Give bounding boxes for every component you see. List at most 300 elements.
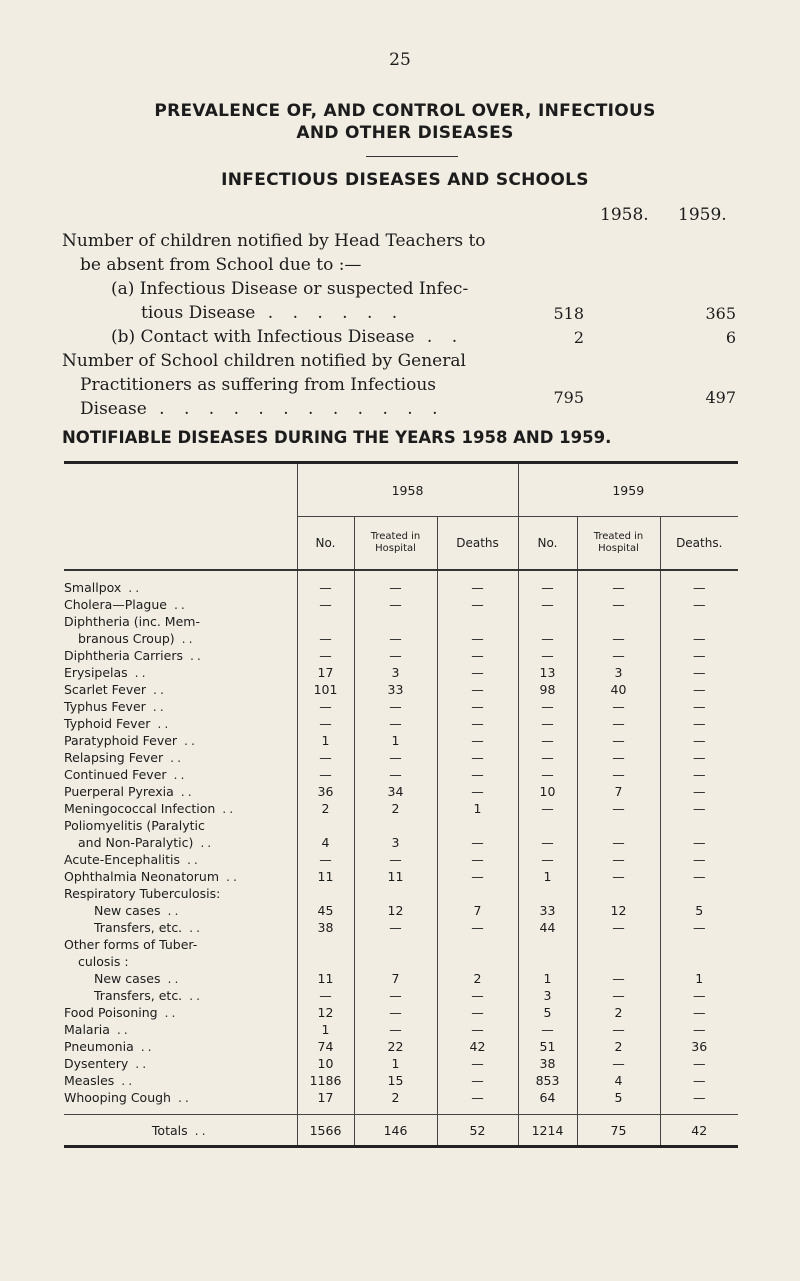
section-title-notifiable: NOTIFIABLE DISEASES DURING THE YEARS 1958 AND 1959. [62, 428, 612, 447]
row-label: Continued Fever .. [64, 767, 188, 782]
cell-hospital-1958: 33 [354, 681, 437, 698]
cell-hospital-1958: — [354, 749, 437, 766]
cell-no-1958: 36 [297, 783, 354, 800]
cell-no-1959: 38 [518, 1055, 577, 1072]
cell-deaths-1959: — [660, 800, 738, 817]
row-label-text: Typhoid Fever [64, 716, 151, 731]
cell-no-1959: — [518, 834, 577, 851]
cell-hospital-1958: 11 [354, 868, 437, 885]
cell-no-1958: — [297, 596, 354, 613]
cell-deaths-1958: — [437, 919, 518, 936]
table-row [64, 1004, 738, 1021]
row-label-text: Malaria [64, 1022, 110, 1037]
cell-no-1958: 12 [297, 1004, 354, 1021]
item-a-line-2: tious Disease . . . . . . [141, 303, 405, 323]
cell-no-1958 [297, 936, 354, 953]
cell-no-1959 [518, 953, 577, 970]
cell-hospital-1959: — [577, 596, 660, 613]
row-label [64, 936, 297, 953]
cell-hospital-1959: 2 [577, 1038, 660, 1055]
cell-hospital-1958: 15 [354, 1072, 437, 1089]
row-label-text: Continued Fever [64, 767, 167, 782]
table-row [64, 749, 738, 766]
row-label: Typhus Fever .. [64, 699, 167, 714]
cell-hospital-1959: — [577, 1021, 660, 1038]
row-label: New cases .. [94, 971, 182, 986]
cell-hospital-1958: 1 [354, 1055, 437, 1072]
row-label-text: New cases [94, 971, 161, 986]
cell-deaths-1958: — [437, 579, 518, 596]
cell-deaths-1958: — [437, 698, 518, 715]
cell-no-1958: 17 [297, 1089, 354, 1106]
item-b-label: (b) Contact with Infectious Disease [111, 327, 415, 347]
cell-deaths-1958: — [437, 647, 518, 664]
cell-hospital-1958: — [354, 647, 437, 664]
cell-hospital-1959: — [577, 868, 660, 885]
row-label: Meningococcal Infection .. [64, 801, 237, 816]
gp-label: Disease [80, 399, 147, 419]
gp-1958: 795 [553, 388, 584, 407]
cell-hospital-1959 [577, 613, 660, 630]
row-label [64, 613, 297, 630]
row-label: Paratyphoid Fever .. [64, 733, 198, 748]
cell-no-1958 [297, 613, 354, 630]
table-row [64, 732, 738, 749]
cell-hospital-1958: 2 [354, 1089, 437, 1106]
cell-no-1959 [518, 885, 577, 902]
cell-deaths-1959: — [660, 1021, 738, 1038]
gp-line-1: Number of School children notified by General [62, 351, 466, 371]
cell-deaths-1958: — [437, 766, 518, 783]
cell-hospital-1958: — [354, 630, 437, 647]
cell-deaths-1959: — [660, 698, 738, 715]
table-row [64, 1021, 738, 1038]
total-deaths-1959: 42 [660, 1115, 738, 1147]
cell-hospital-1959: — [577, 1055, 660, 1072]
row-label-text: Pneumonia [64, 1039, 134, 1054]
cell-deaths-1959: — [660, 1089, 738, 1106]
table-row [64, 902, 738, 919]
cell-hospital-1958: 2 [354, 800, 437, 817]
cell-hospital-1959: — [577, 630, 660, 647]
row-label: Pneumonia .. [64, 1039, 155, 1054]
cell-no-1958: — [297, 630, 354, 647]
table-corner [64, 464, 297, 517]
row-label: Measles .. [64, 1073, 136, 1088]
table-row [64, 698, 738, 715]
cell-hospital-1959: — [577, 851, 660, 868]
row-label [64, 953, 297, 970]
cell-no-1959: 10 [518, 783, 577, 800]
cell-no-1959: 44 [518, 919, 577, 936]
cell-hospital-1959: 40 [577, 681, 660, 698]
cell-no-1959: 3 [518, 987, 577, 1004]
cell-hospital-1958: 3 [354, 664, 437, 681]
row-label-text: Relapsing Fever [64, 750, 164, 765]
cell-no-1958 [297, 953, 354, 970]
cell-no-1959: — [518, 800, 577, 817]
cell-no-1959: — [518, 766, 577, 783]
cell-no-1958: — [297, 698, 354, 715]
row-label: Transfers, etc. .. [94, 920, 204, 935]
cell-no-1959: 33 [518, 902, 577, 919]
cell-deaths-1958: — [437, 596, 518, 613]
table-row [64, 970, 738, 987]
cell-deaths-1958 [437, 817, 518, 834]
item-a-1959: 365 [705, 304, 736, 323]
cell-hospital-1959 [577, 885, 660, 902]
cell-no-1958: 45 [297, 902, 354, 919]
cell-no-1959: 1 [518, 868, 577, 885]
row-label-text: Cholera—Plague [64, 597, 167, 612]
cell-hospital-1959: — [577, 919, 660, 936]
row-label: Erysipelas .. [64, 665, 149, 680]
table-row [64, 919, 738, 936]
cell-no-1959: 98 [518, 681, 577, 698]
cell-no-1958: 38 [297, 919, 354, 936]
section-title-schools: INFECTIOUS DISEASES AND SCHOOLS [221, 170, 589, 190]
row-label: Typhoid Fever .. [64, 716, 172, 731]
cell-hospital-1958: — [354, 987, 437, 1004]
row-label: branous Croup) .. [78, 631, 196, 646]
row-label: Malaria .. [64, 1022, 131, 1037]
row-label: Food Poisoning .. [64, 1005, 179, 1020]
cell-deaths-1958: — [437, 783, 518, 800]
cell-deaths-1959: 5 [660, 902, 738, 919]
cell-deaths-1959 [660, 613, 738, 630]
cell-hospital-1958: — [354, 715, 437, 732]
row-label-text: Dysentery [64, 1056, 129, 1071]
cell-no-1959: 853 [518, 1072, 577, 1089]
cell-hospital-1958 [354, 613, 437, 630]
row-label [64, 817, 297, 834]
cell-no-1959: 1 [518, 970, 577, 987]
notified-head-line-1: Number of children notified by Head Teachers to [62, 231, 486, 251]
cell-deaths-1959 [660, 817, 738, 834]
col-no-1959: No. [518, 517, 577, 571]
cell-deaths-1959: — [660, 630, 738, 647]
cell-hospital-1959: 5 [577, 1089, 660, 1106]
row-label-text: Measles [64, 1073, 115, 1088]
cell-deaths-1959: — [660, 868, 738, 885]
cell-no-1958: 11 [297, 970, 354, 987]
row-label [64, 885, 297, 902]
row-label-text: Erysipelas [64, 665, 128, 680]
gp-1959: 497 [705, 388, 736, 407]
row-label-text: Transfers, etc. [94, 988, 183, 1003]
row-label: Ophthalmia Neonatorum .. [64, 869, 240, 884]
total-hospital-1958: 146 [354, 1115, 437, 1147]
cell-hospital-1958: 34 [354, 783, 437, 800]
table-row [64, 1038, 738, 1055]
cell-hospital-1958 [354, 936, 437, 953]
row-label: Whooping Cough .. [64, 1090, 192, 1105]
cell-no-1959: — [518, 851, 577, 868]
cell-deaths-1958: — [437, 987, 518, 1004]
cell-no-1958: — [297, 749, 354, 766]
table-row [64, 834, 738, 851]
row-label-text: New cases [94, 903, 161, 918]
gp-line-3: Disease . . . . . . . . . . . . [80, 399, 445, 419]
table-row [64, 664, 738, 681]
year-1958-group: 1958 [297, 464, 518, 517]
cell-hospital-1959: 12 [577, 902, 660, 919]
cell-deaths-1958: — [437, 1004, 518, 1021]
page-number: 25 [389, 50, 411, 70]
cell-hospital-1958: — [354, 766, 437, 783]
cell-no-1958: 101 [297, 681, 354, 698]
cell-hospital-1959: — [577, 987, 660, 1004]
item-b-1958: 2 [573, 328, 584, 347]
cell-deaths-1959: 1 [660, 970, 738, 987]
row-label-text: Diphtheria Carriers [64, 648, 183, 663]
cell-deaths-1958 [437, 953, 518, 970]
cell-no-1958: 1 [297, 1021, 354, 1038]
row-label-text: Typhus Fever [64, 699, 146, 714]
cell-deaths-1959: — [660, 715, 738, 732]
item-b-1959: 6 [725, 328, 736, 347]
cell-no-1959: — [518, 698, 577, 715]
cell-hospital-1958 [354, 885, 437, 902]
row-label-text: Other forms of Tuber- [64, 937, 198, 952]
cell-deaths-1959: — [660, 596, 738, 613]
cell-deaths-1958: — [437, 1055, 518, 1072]
cell-deaths-1958: — [437, 630, 518, 647]
cell-deaths-1958: — [437, 1089, 518, 1106]
cell-deaths-1958 [437, 936, 518, 953]
cell-deaths-1958: — [437, 851, 518, 868]
total-hospital-1959: 75 [577, 1115, 660, 1147]
cell-no-1958 [297, 817, 354, 834]
total-no-1958: 1566 [297, 1115, 354, 1147]
totals-label-text: Totals [151, 1122, 188, 1138]
cell-deaths-1958 [437, 885, 518, 902]
row-label-text: Meningococcal Infection [64, 801, 216, 816]
row-label-text: Ophthalmia Neonatorum [64, 869, 219, 884]
cell-deaths-1959: — [660, 1004, 738, 1021]
cell-deaths-1958: — [437, 749, 518, 766]
year-1958-header: 1958. [600, 205, 649, 225]
gp-line-2: Practitioners as suffering from Infectious [80, 375, 437, 395]
table-row [64, 1072, 738, 1089]
cell-deaths-1958: 7 [437, 902, 518, 919]
row-label-text: Acute-Encephalitis [64, 852, 180, 867]
cell-no-1958: 74 [297, 1038, 354, 1055]
row-label: Diphtheria Carriers .. [64, 648, 204, 663]
cell-no-1959: 64 [518, 1089, 577, 1106]
cell-hospital-1959 [577, 953, 660, 970]
cell-no-1958 [297, 885, 354, 902]
main-title-line-1: PREVALENCE OF, AND CONTROL OVER, INFECTIOUS [154, 101, 656, 121]
table-row [64, 885, 738, 902]
cell-deaths-1958: — [437, 868, 518, 885]
totals-row [64, 1115, 738, 1147]
cell-no-1958: 17 [297, 664, 354, 681]
total-no-1959: 1214 [518, 1115, 577, 1147]
cell-hospital-1959 [577, 817, 660, 834]
row-label-text: Food Poisoning [64, 1005, 158, 1020]
row-label-text: branous Croup) [78, 631, 175, 646]
total-deaths-1958: 52 [437, 1115, 518, 1147]
cell-no-1959: 13 [518, 664, 577, 681]
cell-hospital-1959 [577, 936, 660, 953]
cell-hospital-1958: — [354, 1004, 437, 1021]
cell-hospital-1958: — [354, 1021, 437, 1038]
table-row [64, 987, 738, 1004]
row-label: Smallpox .. [64, 580, 143, 595]
cell-deaths-1958: — [437, 681, 518, 698]
table-row [64, 783, 738, 800]
cell-no-1958: 10 [297, 1055, 354, 1072]
table-row [64, 953, 738, 970]
table-row [64, 936, 738, 953]
cell-hospital-1959: 7 [577, 783, 660, 800]
cell-no-1958: 4 [297, 834, 354, 851]
table-row [64, 579, 738, 596]
cell-hospital-1959: — [577, 834, 660, 851]
row-label-text: Smallpox [64, 580, 122, 595]
cell-deaths-1959 [660, 953, 738, 970]
cell-no-1959: 5 [518, 1004, 577, 1021]
cell-deaths-1959: — [660, 664, 738, 681]
cell-no-1958: — [297, 987, 354, 1004]
cell-deaths-1959: — [660, 987, 738, 1004]
cell-deaths-1958: 1 [437, 800, 518, 817]
row-label: Relapsing Fever .. [64, 750, 185, 765]
table-row [64, 817, 738, 834]
cell-deaths-1959 [660, 936, 738, 953]
cell-no-1958: — [297, 715, 354, 732]
cell-deaths-1959: — [660, 766, 738, 783]
table-row [64, 1089, 738, 1106]
cell-deaths-1958: — [437, 1072, 518, 1089]
cell-no-1959: — [518, 596, 577, 613]
table-row [64, 851, 738, 868]
cell-deaths-1959: — [660, 732, 738, 749]
cell-hospital-1959: 2 [577, 1004, 660, 1021]
row-label-text: Respiratory Tuberculosis: [64, 886, 221, 901]
cell-hospital-1959: — [577, 749, 660, 766]
year-1959-header: 1959. [678, 205, 727, 225]
col-hospital-1958: Treated in Hospital [354, 517, 437, 571]
row-label-text: Puerperal Pyrexia [64, 784, 174, 799]
cell-no-1958: — [297, 579, 354, 596]
row-label-text: and Non-Paralytic) [78, 835, 194, 850]
cell-deaths-1959: 36 [660, 1038, 738, 1055]
cell-hospital-1959: — [577, 970, 660, 987]
item-a-label: tious Disease [141, 303, 256, 323]
cell-hospital-1958 [354, 953, 437, 970]
table-row [64, 596, 738, 613]
notifiable-diseases-table [64, 461, 738, 1148]
cell-no-1959: — [518, 630, 577, 647]
cell-hospital-1958: — [354, 698, 437, 715]
col-no-1958: No. [297, 517, 354, 571]
title-divider [366, 156, 458, 157]
cell-no-1959: — [518, 647, 577, 664]
table-row [64, 766, 738, 783]
cell-hospital-1959: — [577, 698, 660, 715]
cell-hospital-1958: — [354, 851, 437, 868]
cell-deaths-1958: — [437, 715, 518, 732]
cell-deaths-1959: — [660, 1055, 738, 1072]
cell-no-1959: — [518, 579, 577, 596]
table-row [64, 647, 738, 664]
cell-hospital-1959: — [577, 579, 660, 596]
row-label: Cholera—Plague .. [64, 597, 188, 612]
cell-no-1958: 1 [297, 732, 354, 749]
year-1959-group: 1959 [518, 464, 738, 517]
cell-hospital-1958: 12 [354, 902, 437, 919]
cell-no-1959: — [518, 1021, 577, 1038]
cell-hospital-1958: — [354, 579, 437, 596]
cell-deaths-1958: — [437, 1021, 518, 1038]
col-deaths-1958: Deaths [437, 517, 518, 571]
cell-deaths-1959 [660, 885, 738, 902]
item-a-1958: 518 [553, 304, 584, 323]
cell-deaths-1959: — [660, 834, 738, 851]
cell-hospital-1958 [354, 817, 437, 834]
cell-deaths-1958: — [437, 834, 518, 851]
cell-hospital-1959: — [577, 715, 660, 732]
cell-deaths-1959: — [660, 579, 738, 596]
cell-hospital-1959: 3 [577, 664, 660, 681]
cell-hospital-1958: 7 [354, 970, 437, 987]
item-b-line: (b) Contact with Infectious Disease . . [111, 327, 465, 347]
cell-hospital-1959: — [577, 766, 660, 783]
cell-hospital-1959: 4 [577, 1072, 660, 1089]
cell-hospital-1958: — [354, 596, 437, 613]
row-label-text: culosis : [78, 954, 129, 969]
row-label-text: Transfers, etc. [94, 920, 183, 935]
cell-hospital-1959: — [577, 800, 660, 817]
table-row [64, 630, 738, 647]
cell-deaths-1958: 2 [437, 970, 518, 987]
cell-no-1959: 51 [518, 1038, 577, 1055]
cell-hospital-1959: — [577, 732, 660, 749]
table-row [64, 1055, 738, 1072]
cell-deaths-1958: 42 [437, 1038, 518, 1055]
cell-deaths-1959: — [660, 681, 738, 698]
main-title-line-2: AND OTHER DISEASES [296, 123, 514, 143]
cell-no-1958: — [297, 766, 354, 783]
row-label: and Non-Paralytic) .. [78, 835, 215, 850]
row-label: Dysentery .. [64, 1056, 150, 1071]
cell-no-1958: — [297, 647, 354, 664]
table-row [64, 868, 738, 885]
cell-hospital-1958: — [354, 919, 437, 936]
cell-hospital-1958: 22 [354, 1038, 437, 1055]
row-label-text: Diphtheria (inc. Mem- [64, 614, 200, 629]
cell-deaths-1958 [437, 613, 518, 630]
cell-deaths-1959: — [660, 919, 738, 936]
cell-no-1959 [518, 613, 577, 630]
main-title [60, 100, 750, 144]
cell-no-1959: — [518, 715, 577, 732]
cell-deaths-1959: — [660, 1072, 738, 1089]
cell-hospital-1959: — [577, 647, 660, 664]
col-deaths-1959: Deaths. [660, 517, 738, 571]
row-label: Acute-Encephalitis .. [64, 852, 201, 867]
notified-head-line-2: be absent from School due to :— [80, 255, 362, 275]
cell-no-1958: 11 [297, 868, 354, 885]
cell-deaths-1959: — [660, 851, 738, 868]
cell-no-1958: 1186 [297, 1072, 354, 1089]
table-row [64, 715, 738, 732]
table-row [64, 681, 738, 698]
cell-deaths-1958: — [437, 664, 518, 681]
table-row [64, 800, 738, 817]
